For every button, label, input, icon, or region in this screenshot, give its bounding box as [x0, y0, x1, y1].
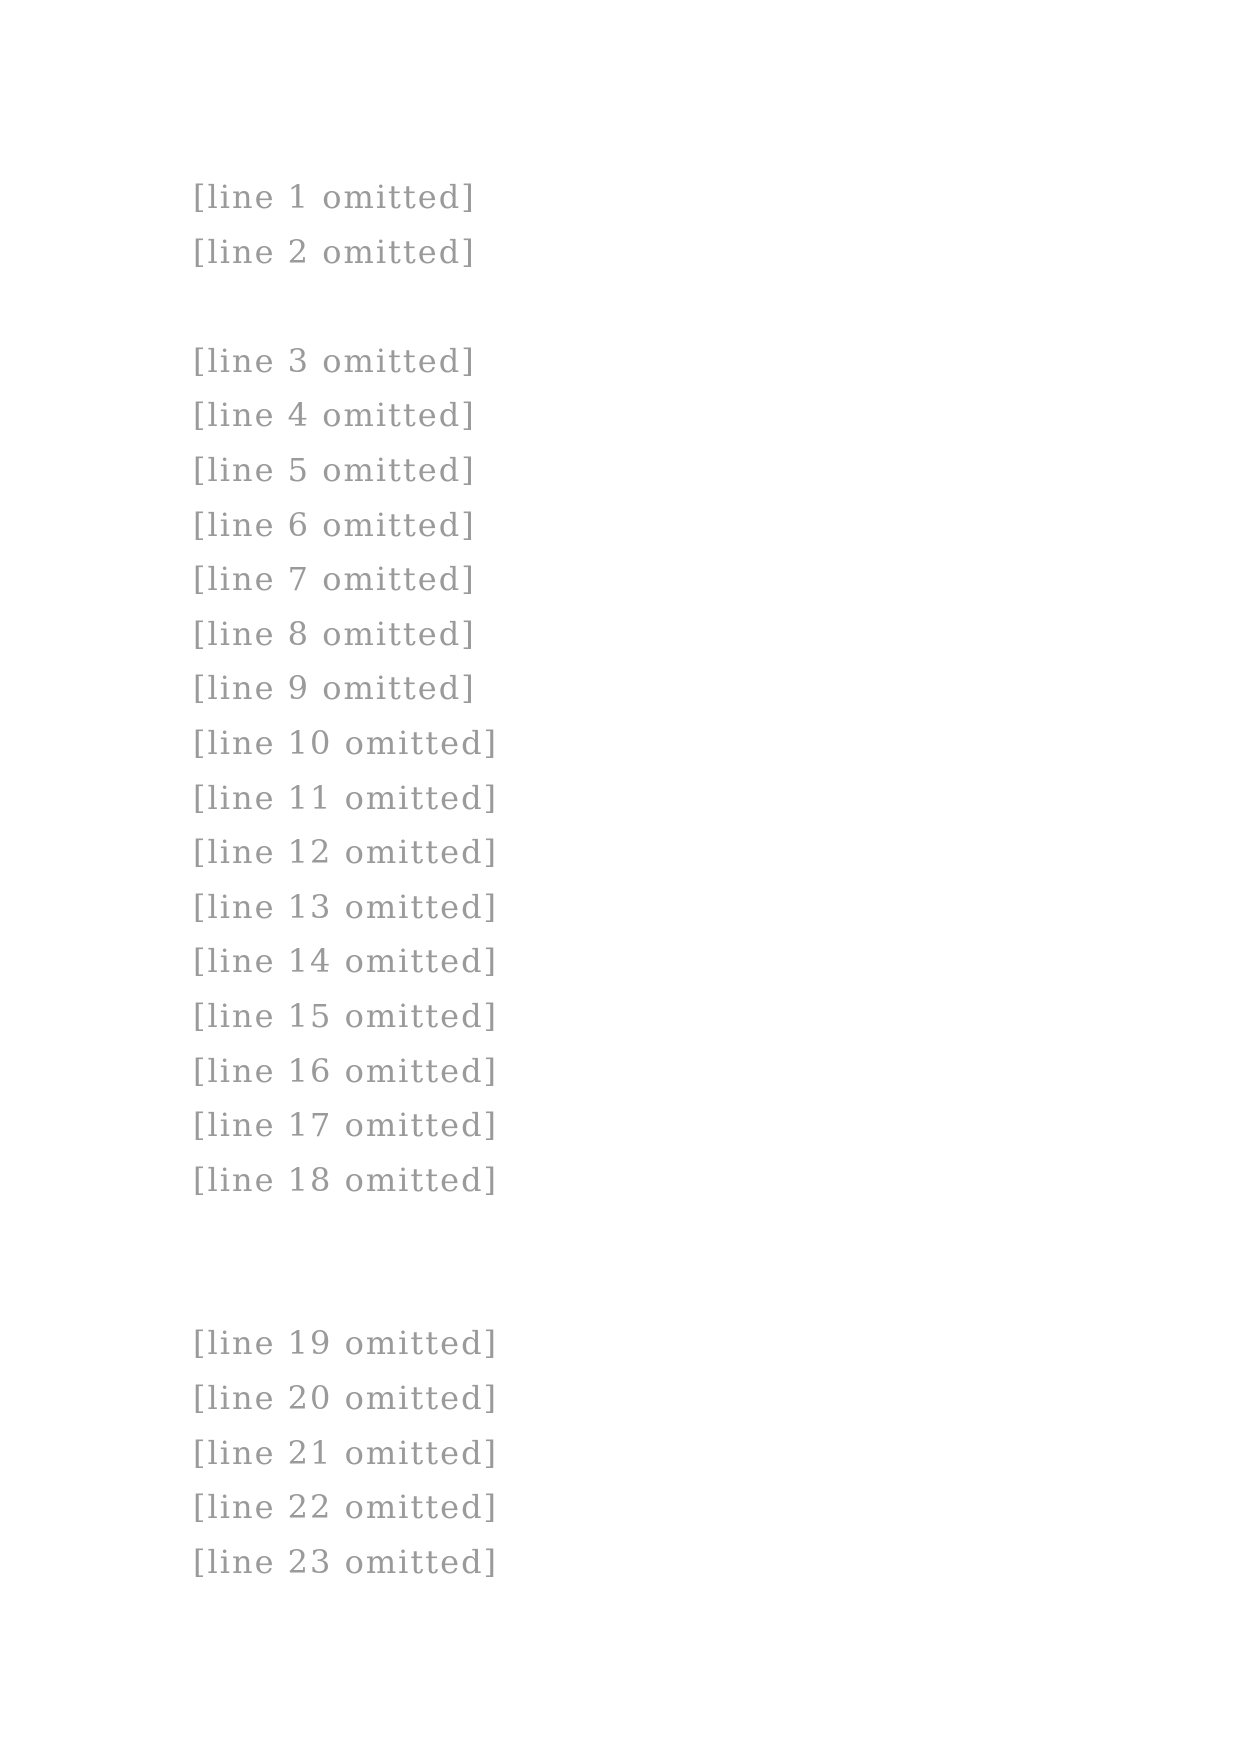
text-line: [line 9 omitted] — [193, 669, 476, 708]
text-line: [line 6 omitted] — [193, 505, 476, 544]
text-line: [line 19 omitted] — [193, 1324, 499, 1363]
text-line: [line 16 omitted] — [193, 1051, 499, 1090]
text-line: [line 7 omitted] — [193, 560, 476, 599]
text-line: [line 14 omitted] — [193, 942, 499, 981]
text-line: [line 22 omitted] — [193, 1488, 499, 1527]
text-line: [line 8 omitted] — [193, 614, 476, 653]
text-line: [line 20 omitted] — [193, 1379, 499, 1418]
text-line: [line 18 omitted] — [193, 1160, 499, 1199]
body-text — [193, 170, 1063, 1589]
text-line: [line 11 omitted] — [193, 778, 499, 817]
text-line: [line 5 omitted] — [193, 450, 476, 489]
blank-line — [193, 1262, 1063, 1317]
text-line: [line 23 omitted] — [193, 1542, 499, 1581]
text-line: [line 2 omitted] — [193, 232, 476, 271]
blank-line — [193, 279, 1063, 334]
text-line: [line 15 omitted] — [193, 996, 499, 1035]
text-line: [line 13 omitted] — [193, 887, 499, 926]
blank-line — [193, 1207, 1063, 1262]
text-line: [line 17 omitted] — [193, 1106, 499, 1145]
text-line: [line 12 omitted] — [193, 833, 499, 872]
text-line: [line 21 omitted] — [193, 1433, 499, 1472]
text-line: [line 10 omitted] — [193, 723, 499, 762]
text-line: [line 1 omitted] — [193, 178, 476, 216]
text-line: [line 4 omitted] — [193, 396, 476, 435]
text-line: [line 3 omitted] — [193, 341, 476, 380]
